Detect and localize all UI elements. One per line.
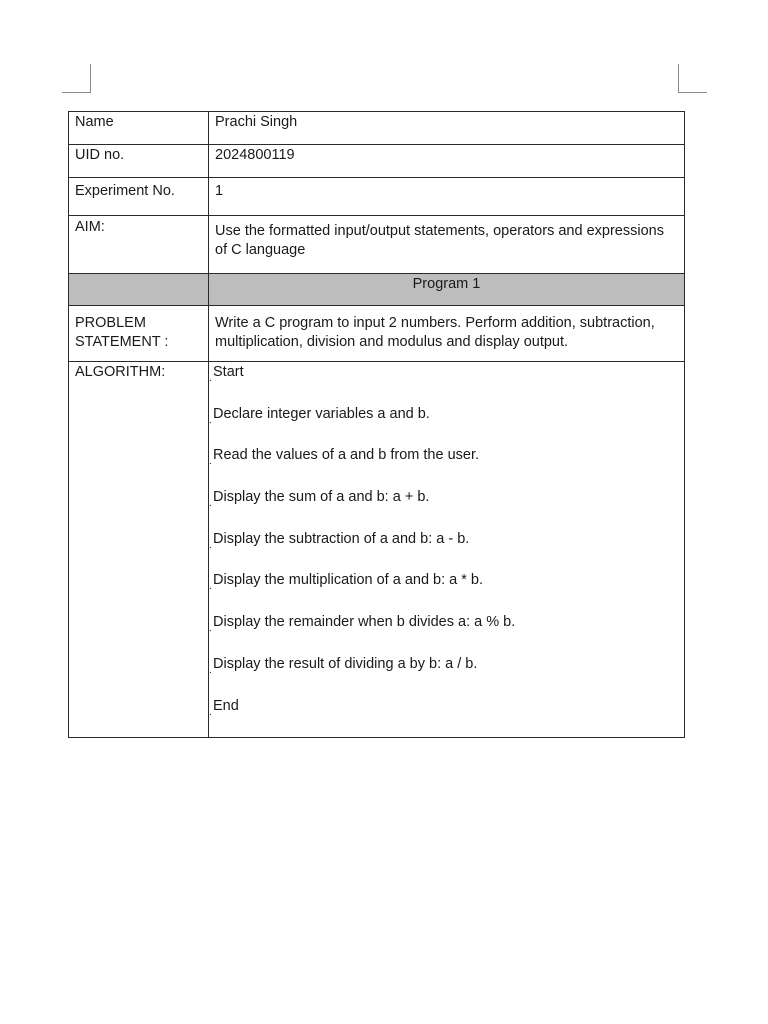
row-experiment xyxy=(69,178,685,216)
bullet: . xyxy=(209,664,212,676)
step-text: Display the multiplication of a and b: a * b. xyxy=(213,572,484,589)
algorithm-step xyxy=(209,404,684,446)
algorithm-step xyxy=(209,529,684,571)
algorithm-step xyxy=(209,570,684,612)
step-text: Declare integer variables a and b. xyxy=(213,405,430,422)
bullet: . xyxy=(209,706,212,718)
algorithm-cell xyxy=(209,362,685,738)
step-text: Display the remainder when b divides a: a % b. xyxy=(213,614,516,631)
row-algorithm xyxy=(69,362,685,738)
bullet: . xyxy=(209,539,212,551)
page-corner-mark-left xyxy=(62,64,91,93)
bullet: . xyxy=(209,414,212,426)
algorithm-step xyxy=(209,612,684,654)
value-uid: 2024800119 xyxy=(209,145,685,178)
algorithm-step xyxy=(209,696,684,738)
step-text: Read the values of a and b from the user. xyxy=(213,447,479,464)
value-problem-statement: Write a C program to input 2 numbers. Perform addition, subtraction, multiplication, division and modulus and display output. xyxy=(209,306,685,362)
bullet: . xyxy=(209,373,212,384)
step-text: End xyxy=(213,697,239,714)
step-text: Start xyxy=(213,364,244,380)
row-aim xyxy=(69,216,685,274)
page-corner-mark-right xyxy=(678,64,707,93)
label-experiment: Experiment No. xyxy=(69,178,209,216)
step-text: Display the sum of a and b: a + b. xyxy=(213,489,430,506)
label-aim: AIM: xyxy=(69,216,209,274)
program-header-blank xyxy=(69,274,209,306)
value-experiment: 1 xyxy=(209,178,685,216)
row-name xyxy=(69,112,685,145)
label-name: Name xyxy=(69,112,209,145)
row-problem-statement xyxy=(69,306,685,362)
row-uid xyxy=(69,145,685,178)
label-problem-statement: PROBLEM STATEMENT : xyxy=(69,306,209,362)
algorithm-step xyxy=(209,654,684,696)
bullet: . xyxy=(209,498,212,510)
label-uid: UID no. xyxy=(69,145,209,178)
step-text: Display the subtraction of a and b: a - b. xyxy=(213,530,470,547)
experiment-table xyxy=(68,111,685,738)
bullet: . xyxy=(209,623,212,635)
row-program-header xyxy=(69,274,685,306)
algorithm-step xyxy=(209,445,684,487)
bullet: . xyxy=(209,581,212,593)
program-title: Program 1 xyxy=(209,274,685,306)
label-algorithm: ALGORITHM: xyxy=(69,362,209,738)
step-text: Display the result of dividing a by b: a / b. xyxy=(213,655,478,672)
bullet: . xyxy=(209,456,212,468)
algorithm-step xyxy=(209,487,684,529)
algorithm-steps xyxy=(209,362,684,737)
algorithm-step xyxy=(209,362,684,404)
value-name: Prachi Singh xyxy=(209,112,685,145)
value-aim: Use the formatted input/output statements, operators and expressions of C language xyxy=(209,216,685,274)
